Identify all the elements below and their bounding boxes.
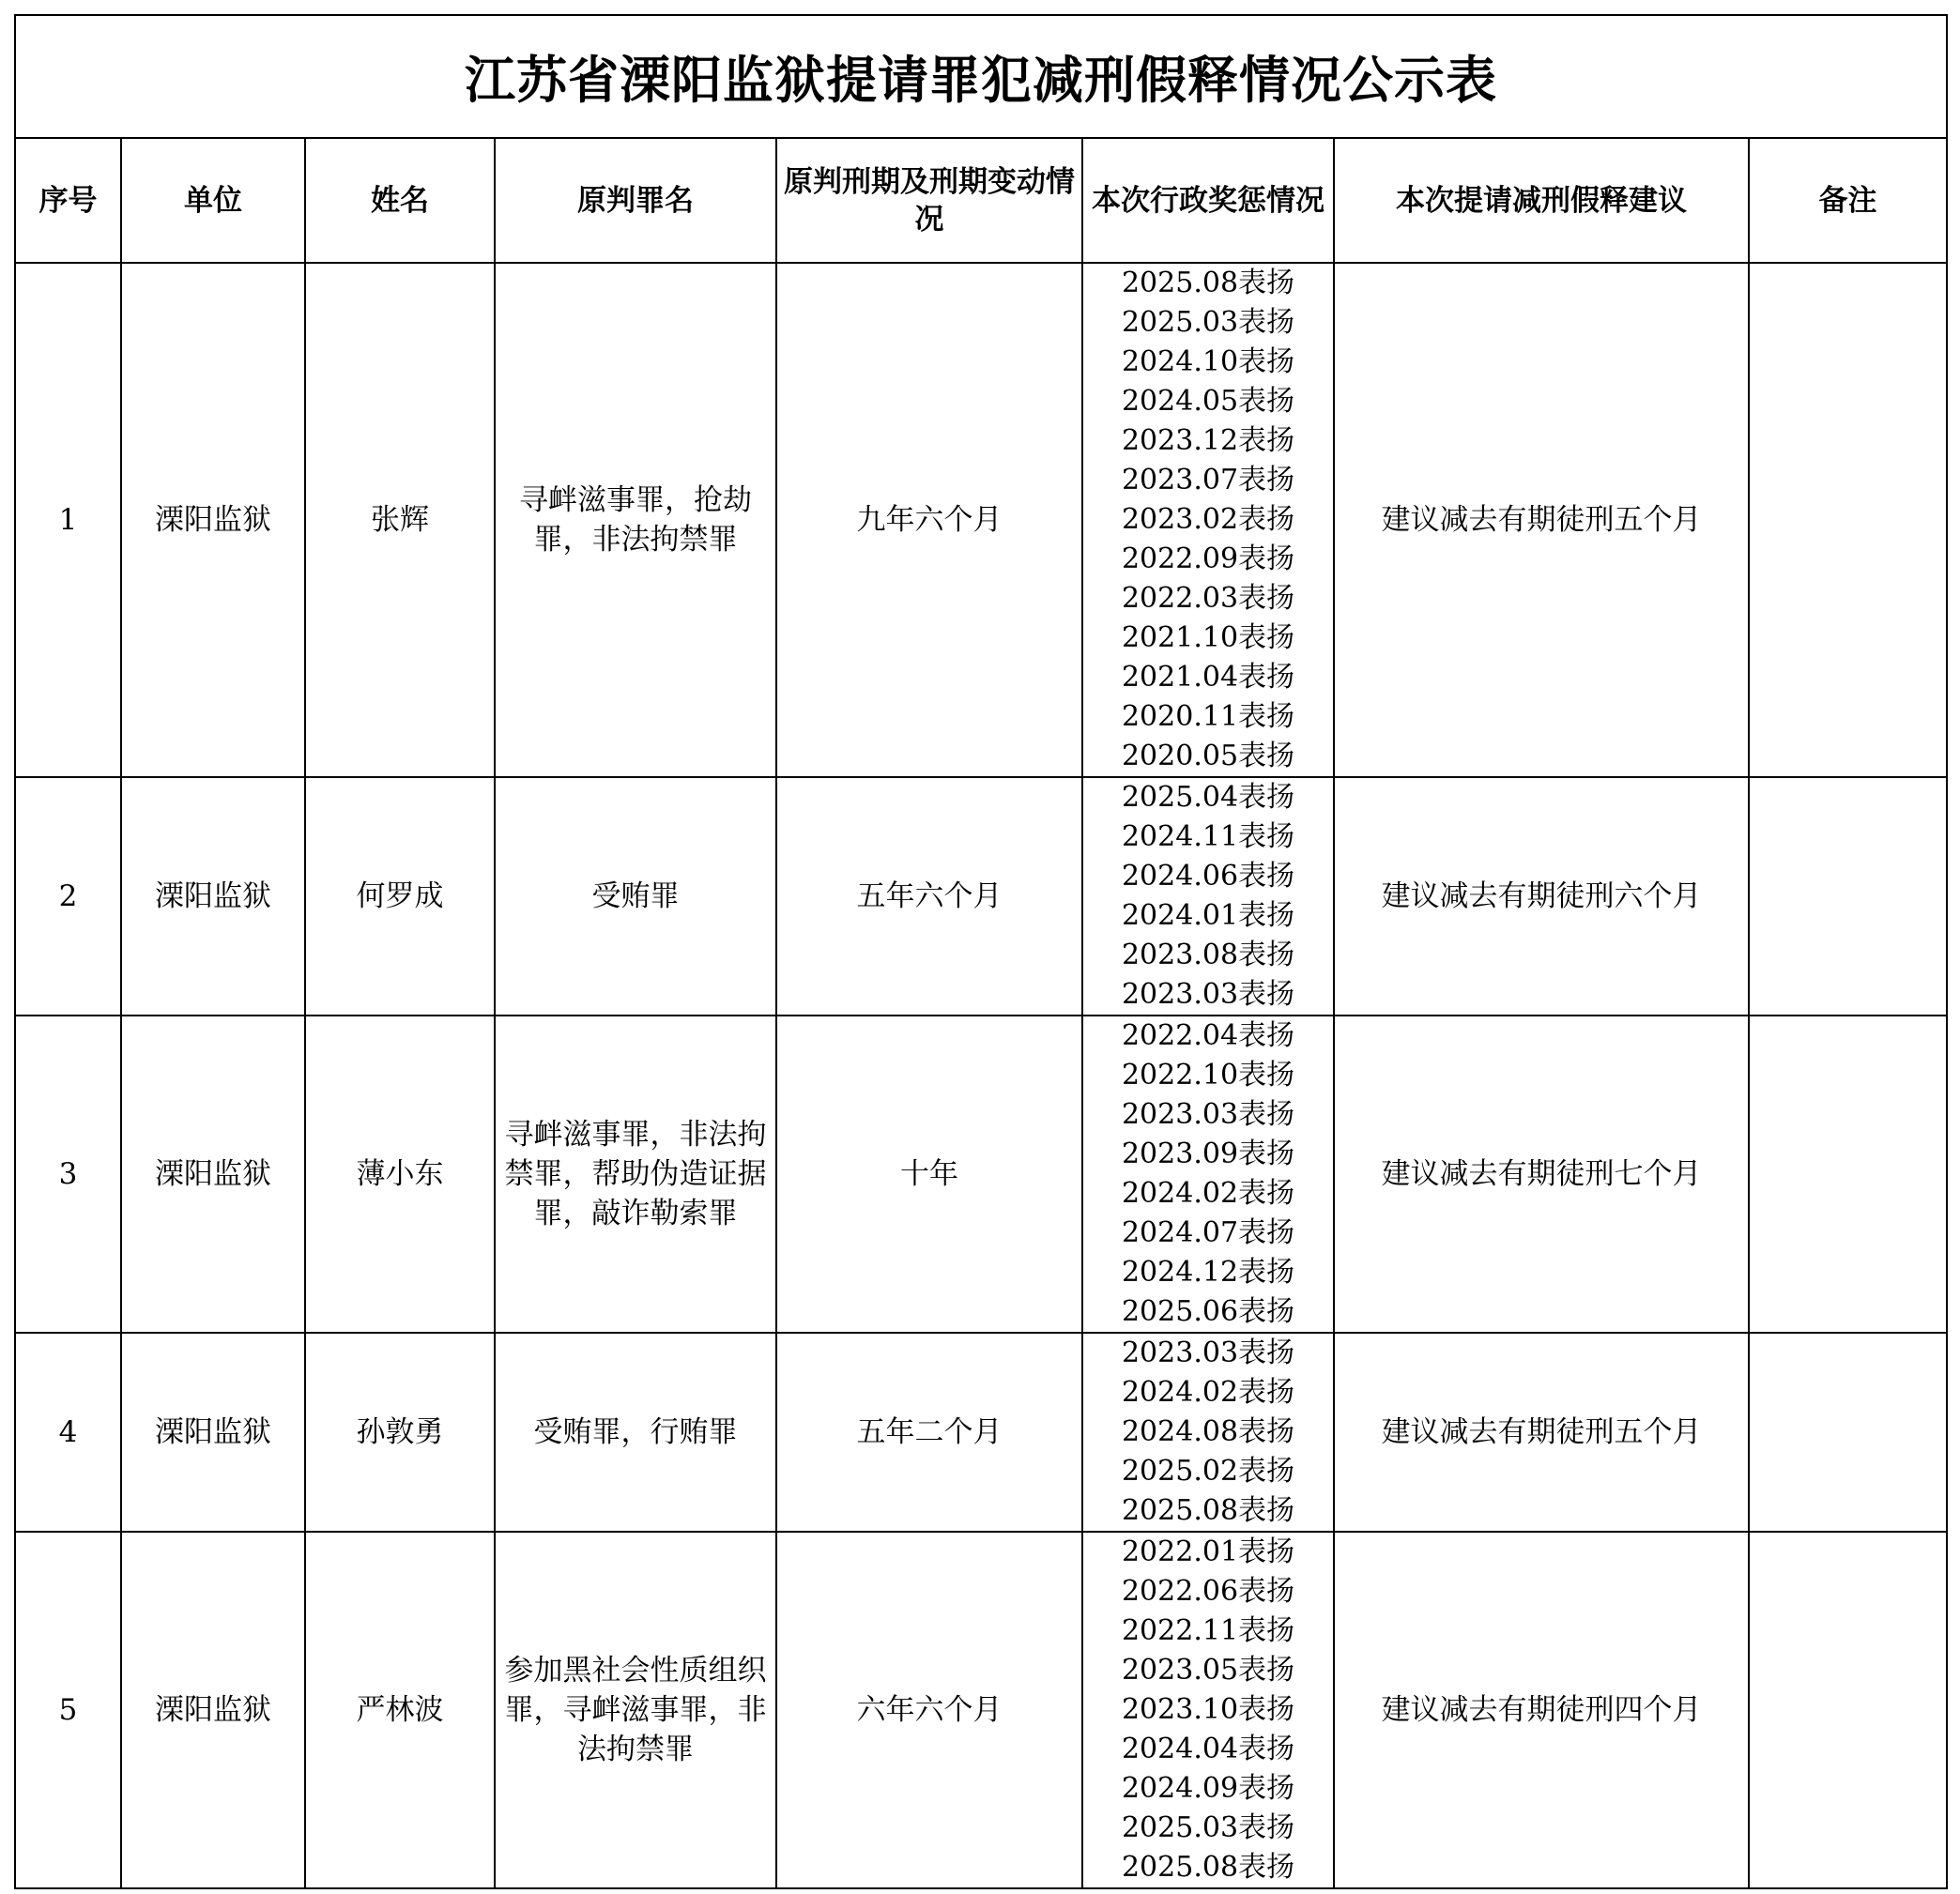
cell-suggestion: 建议减去有期徒刑五个月 bbox=[1334, 263, 1749, 777]
award-item: 2022.10表扬 bbox=[1121, 1059, 1295, 1092]
header-crime: 原判罪名 bbox=[495, 138, 776, 263]
header-name: 姓名 bbox=[305, 138, 495, 263]
cell-unit: 溧阳监狱 bbox=[121, 1016, 305, 1333]
cell-seq: 2 bbox=[15, 777, 121, 1016]
cell-crime: 参加黑社会性质组织罪，寻衅滋事罪，非法拘禁罪 bbox=[495, 1532, 776, 1888]
table-row bbox=[15, 1333, 1947, 1532]
header-sentence: 原判刑期及刑期变动情况 bbox=[776, 138, 1082, 263]
publicity-table bbox=[14, 14, 1948, 1889]
award-item: 2024.07表扬 bbox=[1121, 1216, 1295, 1249]
award-item: 2025.08表扬 bbox=[1121, 267, 1295, 299]
cell-remark bbox=[1749, 1016, 1947, 1333]
cell-name: 张辉 bbox=[305, 263, 495, 777]
cell-name: 孙敦勇 bbox=[305, 1333, 495, 1532]
award-item: 2024.02表扬 bbox=[1121, 1376, 1295, 1409]
award-item: 2022.11表扬 bbox=[1121, 1614, 1295, 1647]
cell-suggestion: 建议减去有期徒刑五个月 bbox=[1334, 1333, 1749, 1532]
award-item: 2024.12表扬 bbox=[1121, 1256, 1295, 1289]
award-item: 2025.02表扬 bbox=[1121, 1455, 1295, 1488]
cell-remark bbox=[1749, 1532, 1947, 1888]
award-item: 2023.03表扬 bbox=[1121, 1336, 1295, 1369]
award-item: 2024.09表扬 bbox=[1121, 1772, 1295, 1805]
cell-name: 何罗成 bbox=[305, 777, 495, 1016]
cell-crime: 受贿罪 bbox=[495, 777, 776, 1016]
cell-seq: 5 bbox=[15, 1532, 121, 1888]
cell-awards bbox=[1082, 1016, 1334, 1333]
cell-awards bbox=[1082, 1532, 1334, 1888]
award-item: 2023.03表扬 bbox=[1121, 978, 1295, 1011]
award-item: 2024.02表扬 bbox=[1121, 1177, 1295, 1210]
table-row bbox=[15, 1532, 1947, 1888]
award-item: 2024.06表扬 bbox=[1121, 860, 1295, 893]
award-item: 2025.03表扬 bbox=[1121, 306, 1295, 339]
header-suggestion: 本次提请减刑假释建议 bbox=[1334, 138, 1749, 263]
cell-seq: 3 bbox=[15, 1016, 121, 1333]
table-row bbox=[15, 777, 1947, 1016]
cell-suggestion: 建议减去有期徒刑四个月 bbox=[1334, 1532, 1749, 1888]
cell-remark bbox=[1749, 263, 1947, 777]
award-item: 2025.06表扬 bbox=[1121, 1295, 1295, 1328]
table-row bbox=[15, 263, 1947, 777]
award-item: 2023.02表扬 bbox=[1121, 503, 1295, 536]
cell-name: 严林波 bbox=[305, 1532, 495, 1888]
award-item: 2024.10表扬 bbox=[1121, 345, 1295, 378]
cell-unit: 溧阳监狱 bbox=[121, 1333, 305, 1532]
cell-sentence: 五年二个月 bbox=[776, 1333, 1082, 1532]
award-item: 2023.03表扬 bbox=[1121, 1098, 1295, 1131]
cell-seq: 4 bbox=[15, 1333, 121, 1532]
cell-unit: 溧阳监狱 bbox=[121, 777, 305, 1016]
award-item: 2023.10表扬 bbox=[1121, 1693, 1295, 1726]
award-item: 2020.11表扬 bbox=[1121, 700, 1295, 733]
award-item: 2023.05表扬 bbox=[1121, 1654, 1295, 1687]
award-item: 2025.03表扬 bbox=[1121, 1811, 1295, 1844]
header-seq: 序号 bbox=[15, 138, 121, 263]
award-item: 2022.01表扬 bbox=[1121, 1535, 1295, 1568]
cell-suggestion: 建议减去有期徒刑七个月 bbox=[1334, 1016, 1749, 1333]
cell-unit: 溧阳监狱 bbox=[121, 1532, 305, 1888]
header-unit: 单位 bbox=[121, 138, 305, 263]
cell-remark bbox=[1749, 777, 1947, 1016]
award-item: 2021.04表扬 bbox=[1121, 661, 1295, 694]
cell-sentence: 九年六个月 bbox=[776, 263, 1082, 777]
award-item: 2024.08表扬 bbox=[1121, 1415, 1295, 1448]
header-row bbox=[15, 138, 1947, 263]
table-title: 江苏省溧阳监狱提请罪犯减刑假释情况公示表 bbox=[15, 15, 1947, 138]
cell-seq: 1 bbox=[15, 263, 121, 777]
award-item: 2024.11表扬 bbox=[1121, 820, 1295, 853]
award-item: 2025.04表扬 bbox=[1121, 781, 1295, 814]
cell-awards bbox=[1082, 1333, 1334, 1532]
award-item: 2023.08表扬 bbox=[1121, 939, 1295, 971]
award-item: 2021.10表扬 bbox=[1121, 621, 1295, 654]
cell-sentence: 五年六个月 bbox=[776, 777, 1082, 1016]
award-item: 2020.05表扬 bbox=[1121, 740, 1295, 772]
award-item: 2022.03表扬 bbox=[1121, 582, 1295, 615]
header-remark: 备注 bbox=[1749, 138, 1947, 263]
cell-unit: 溧阳监狱 bbox=[121, 263, 305, 777]
award-item: 2024.01表扬 bbox=[1121, 899, 1295, 932]
table-row bbox=[15, 1016, 1947, 1333]
award-item: 2024.05表扬 bbox=[1121, 385, 1295, 418]
cell-crime: 受贿罪，行贿罪 bbox=[495, 1333, 776, 1532]
cell-crime: 寻衅滋事罪，抢劫罪，非法拘禁罪 bbox=[495, 263, 776, 777]
award-item: 2022.06表扬 bbox=[1121, 1575, 1295, 1608]
cell-awards bbox=[1082, 263, 1334, 777]
cell-name: 薄小东 bbox=[305, 1016, 495, 1333]
cell-awards bbox=[1082, 777, 1334, 1016]
cell-remark bbox=[1749, 1333, 1947, 1532]
cell-suggestion: 建议减去有期徒刑六个月 bbox=[1334, 777, 1749, 1016]
award-item: 2022.09表扬 bbox=[1121, 542, 1295, 575]
award-item: 2022.04表扬 bbox=[1121, 1019, 1295, 1052]
award-item: 2025.08表扬 bbox=[1121, 1851, 1295, 1884]
award-item: 2025.08表扬 bbox=[1121, 1494, 1295, 1527]
award-item: 2023.09表扬 bbox=[1121, 1138, 1295, 1170]
award-item: 2024.04表扬 bbox=[1121, 1733, 1295, 1765]
award-item: 2023.07表扬 bbox=[1121, 464, 1295, 496]
award-item: 2023.12表扬 bbox=[1121, 424, 1295, 457]
cell-crime: 寻衅滋事罪，非法拘禁罪，帮助伪造证据罪，敲诈勒索罪 bbox=[495, 1016, 776, 1333]
cell-sentence: 六年六个月 bbox=[776, 1532, 1082, 1888]
cell-sentence: 十年 bbox=[776, 1016, 1082, 1333]
header-awards: 本次行政奖惩情况 bbox=[1082, 138, 1334, 263]
